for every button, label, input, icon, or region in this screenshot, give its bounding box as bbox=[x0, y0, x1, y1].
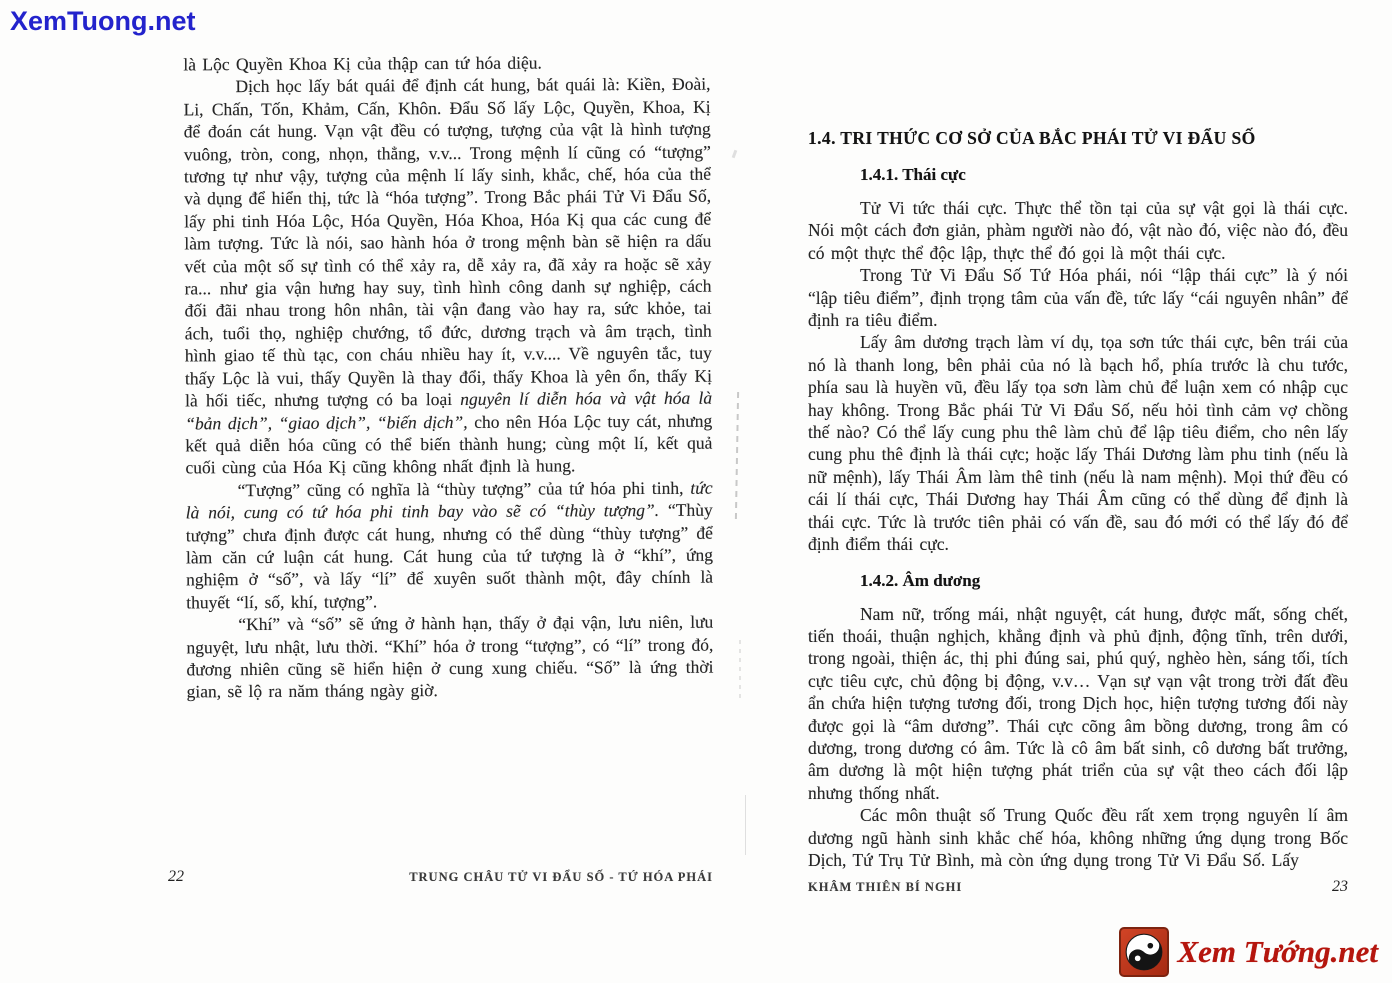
right-page-footer bbox=[808, 878, 1348, 896]
gutter-scan-artifact bbox=[732, 150, 738, 159]
left-page-paragraph-3: “Khí” và “số” sẽ ứng ở hành hạn, thấy ở đại vận, lưu niên, lưu nguyệt, lưu nhật, lưu thời. “Khí” hóa ở trong “tượng”, có “lí” trong đó, đương nhiên cũng sẽ hiển hiện ở cung xung chiếu. “Số” là ứng thời gian, sẽ lộ ra năm tháng ngày giờ. bbox=[186, 611, 714, 702]
left-page-footer bbox=[168, 868, 713, 886]
site-watermark-text: XemTuong.net bbox=[10, 6, 196, 36]
right-page-paragraph-3: Nam nữ, trống mái, nhật nguyệt, cát hung, được mất, sống chết, tiến thoái, thuận nghịch, khẳng định và phủ định, động tĩnh, trên dưới, trong ngoài, thiện ác, thị phi đúng sai, phú quý, nghèo hèn, sáng tối, tích cực tiêu cực, chủ động bị động, v.v… Vạn sự vạn vật trong trời đất đều ẩn chứa hiện tượng tương đối, trong Dịch học, hiện tượng tương đối này được gọi là “âm dương”. Thái cực cõng âm bồng dương, trong âm có dương, trong dương có âm. Tức là cô âm bất sinh, cô dương bất trưởng, âm dương là một hiện tượng phát triển của sự vật theo cách đối lập nhưng thống nhất. bbox=[808, 603, 1348, 803]
right-page-paragraph-4: Các môn thuật số Trung Quốc đều rất xem trọng nguyên lí âm dương ngũ hành sinh khắc chế hóa, không những ứng dụng trong Bốc Dịch, Tứ Trụ Tử Bình, mà còn ứng dụng trong Tử Vi Đẩu Số. Lấy bbox=[808, 805, 1348, 870]
section-heading: 1.4. TRI THỨC CƠ SỞ CỦA BẮC PHÁI TỬ VI ĐẨU SỐ bbox=[808, 128, 1256, 148]
paragraph-1-segment-post: cho nên Hóa Lộc tuy cát, nhưng kết quả diễn hóa cũng có thể biến thành hung; cùng một lí, kết quả cuối cùng của Hóa Kị cũng không nhất định là hung. bbox=[185, 410, 713, 478]
yin-yang-icon-svg bbox=[1118, 925, 1172, 979]
right-running-title: KHÂM THIÊN BÍ NGHI bbox=[808, 880, 963, 894]
paragraph-2-segment-pre: “Tượng” cũng có nghĩa là “thùy tượng” của tứ hóa phi tinh, bbox=[237, 477, 691, 500]
sub-heading-thai-cuc: 1.4.1. Thái cực bbox=[860, 165, 966, 184]
gutter-scan-artifact bbox=[735, 392, 739, 520]
gutter-scan-artifact bbox=[739, 640, 741, 700]
right-page-paragraph-1: Trong Tử Vi Đẩu Số Tứ Hóa phái, nói “lập thái cực” là ý nói “lập tiêu điểm”, định trọng tâm của vấn đề, tức lấy “cái nguyên nhân” để định ra tiêu điểm. bbox=[808, 265, 1348, 331]
left-running-title: TRUNG CHÂU TỬ VI ĐẨU SỐ - TỨ HÓA PHÁI bbox=[409, 870, 713, 884]
left-page-intro-line: là Lộc Quyền Khoa Kị của thập can tứ hóa diệu. bbox=[183, 52, 542, 75]
paragraph-1-segment-pre: Dịch học lấy bát quái để định cát hung, bát quái là: Kiền, Đoài, Li, Chấn, Tốn, Khảm, Cấn, Khôn. Đẩu Số lấy Lộc, Quyền, Khoa, Kị để đoán cát hung. Vạn vật đều có tượng, tượng của vật là hình tượng vuông, tròn, cong, nhọn, thẳng, v.v... Trong mệnh lí cũng có “tượng” tương tự như vậy, tượng của mệnh lí lấy sinh, khắc, chế, hóa của thể và dụng để hiển thị, tức là “hóa tượng”. Trong Bắc phái Tử Vi Đẩu Số, lấy phi tinh Hóa Lộc, Hóa Quyền, Hóa Khoa, Hóa Kị qua các cung để làm tượng. Tức là nói, sao hành hóa ở trong mệnh bàn sẽ hiện ra dấu vết của một số sự tình có thể xảy ra, dễ xảy ra, đã xảy ra hoặc sẽ xảy ra... như gia vận hưng hay suy, tình hình công danh sự nghiệp, cách đối đãi nhau trong hôn nhân, tài vận đang vào hay ra, sức khỏe, tai ách, tuổi thọ, nghiệp chướng, tổ đức, dương trạch và âm trạch, tình hình giao tế thù tạc, con cháu nhiều hay ít, v.v.... Về nguyên tắc, tuy thấy Lộc là vui, thấy Quyền là thay đổi, thấy Khoa là yên ổn, thấy Kị là hối tiếc, nhưng tượng có ba loại bbox=[183, 74, 713, 411]
right-page-paragraph-2: Lấy âm dương trạch làm ví dụ, tọa sơn tức thái cực, bên trái của nó là thanh long, bên phải của nó là bạch hổ, phía trước là chu tước, phía sau là huyền vũ, đều lấy tọa sơn làm chủ để luận xem có nhập cục hay không. Trong Bắc phái Tử Vi Đẩu Số, nếu hỏi tình cảm vợ chồng thế nào? Có thể lấy cung phu thê làm chủ để lập tiêu điểm, cho nên lấy cung phu thê định là thái cực; hoặc lấy Thái Dương làm phu tinh (nếu là nữ mệnh), lấy Thái Âm làm thê tinh (nếu là nam mệnh). Mọi thứ đều có cái lí thái cực, Thái Dương hay Thái Âm cũng có thể dùng để định là thái cực. Tức là trước tiên phải có vấn đề, sau đó mới có thể lấy đó để định điểm thái cực. bbox=[808, 332, 1348, 555]
paragraph-1-segment-italic: nguyên lí diễn hóa và vật hóa là “bản dịch”, “giao dịch”, “biến dịch”, bbox=[185, 387, 713, 433]
gutter-scan-artifact bbox=[745, 795, 746, 855]
paragraph-2-segment-post: “Thùy tượng” chưa định được cát hung, nhưng có thể dùng “thùy tượng” để làm căn cứ luận cát hung. Cát hung của tứ tượng là ở “khí”, ứng nghiệm ở “số”, và lấy “lí” để xuyên suốt thành một, đây chính là thuyết “lí, số, khí, tượng”. bbox=[185, 499, 714, 613]
right-page-number: 23 bbox=[1332, 878, 1348, 895]
site-logo bbox=[1119, 927, 1378, 977]
left-page-paragraph-1 bbox=[183, 73, 712, 479]
yin-yang-icon bbox=[1119, 927, 1169, 977]
left-page bbox=[183, 51, 713, 704]
right-page-paragraph-0: Tử Vi tức thái cực. Thực thể tồn tại của sự vật gọi là thái cực. Nói một cách đơn giản, phàm người nào đó, vật nào đó, việc nào đó, đều có một thực thể độc lập, thực thể đó gọi là một thái cực. bbox=[808, 198, 1348, 263]
sub-heading-am-duong: 1.4.2. Âm dương bbox=[860, 570, 981, 590]
left-page-number: 22 bbox=[168, 868, 184, 885]
paragraph-2-segment-italic: tức là nói, cung có tứ hóa phi tinh bay vào sẽ có “thùy tượng”. bbox=[185, 477, 713, 523]
right-page bbox=[808, 128, 1348, 871]
left-page-paragraph-2 bbox=[186, 476, 714, 613]
site-logo-text: Xem Tướng.net bbox=[1177, 934, 1378, 969]
